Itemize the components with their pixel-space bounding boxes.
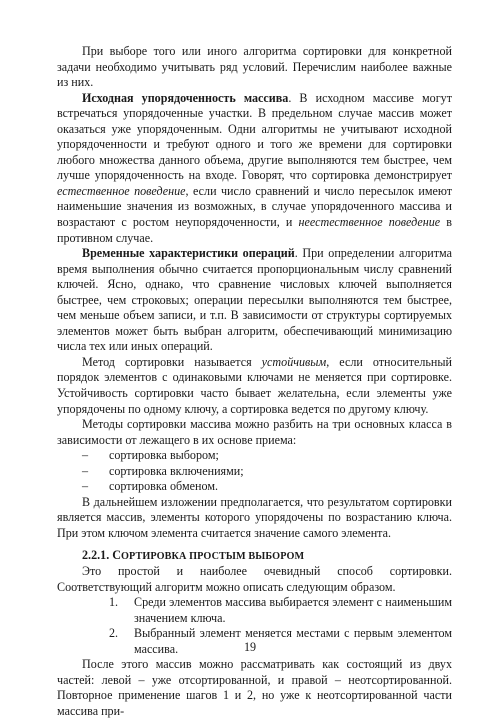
runin-heading-timing: Временные характеристики операций: [82, 246, 295, 261]
paragraph-stable: Метод сортировки называется устойчивым, если относительный порядок элементов с одинаковыми ключами не меняется при сортировке. Устойчивость сортировки часто бывает желательна, если элементы уже упорядочены по одному ключу, а сортировка ведется по другому ключу.: [57, 354, 452, 416]
term-natural-behavior: естественное поведение: [57, 183, 186, 198]
list-item: 1. Среди элементов массива выбирается элемент с наименьшим значением ключа.: [109, 595, 452, 625]
paragraph-assumption: В дальнейшем изложении предполагается, что результатом сортировки является массив, элементы которого упорядочены по возрастанию ключа. При этом ключом элемента считается значение самого элемента.: [57, 494, 452, 540]
list-item: – сортировка выбором;: [82, 448, 219, 463]
paragraph-ordered: Исходная упорядоченность массива. В исходном массиве могут встречаться упорядоченные участки. В предельном случае массив может оказаться уже упорядоченным. Одни алгоритмы не учитывают исходной упорядоченности и требуют одного и того же времени для сортировки любого множества данного объема, другие выполняются тем быстрее, чем лучше упорядоченность на входе. Говорят, что сортировка демонстрирует естественное поведение, если число сравнений и число пересылок имеют наименьшие значения из возможных, в случае упорядоченного массива и возрастают с ростом неупорядоченности, и неестественное поведение в противном случае.: [57, 90, 452, 245]
paragraph-after: После этого массив можно рассматривать как состоящий из двух частей: левой – уже отсортированной, и правой – неотсортированной. Повторное применение шагов 1 и 2, но уже к неотсортированной части массива при-: [57, 657, 452, 718]
dash-marker: –: [82, 463, 89, 478]
list-item: – сортировка включениями;: [82, 463, 244, 478]
paragraph-simple: Это простой и наиболее очевидный способ сортировки. Соответствующий алгоритм можно описать следующим образом.: [57, 564, 452, 594]
page-number: 19: [243, 640, 257, 654]
step-number: 2.: [109, 626, 119, 641]
dash-marker: –: [82, 479, 89, 494]
dash-marker: –: [82, 448, 89, 463]
term-stable: устойчивым: [261, 354, 327, 369]
runin-heading-ordered: Исходная упорядоченность массива: [82, 90, 289, 105]
paragraph-intro: При выборе того или иного алгоритма сортировки для конкретной задачи необходимо учитывать ряд условий. Перечислим наиболее важные из них.: [57, 44, 452, 90]
list-item: – сортировка обменом.: [82, 479, 219, 494]
term-unnatural-behavior: неестественное поведение: [298, 215, 441, 230]
paragraph-classes: Методы сортировки массива можно разбить на три основных класса в зависимости от лежащего в их основе приема:: [57, 417, 452, 447]
step-number: 1.: [109, 595, 119, 610]
paragraph-timing: Временные характеристики операций. При определении алгоритма время выполнения обычно считается пропорциональным числу сравнений ключей. Ясно, однако, что сравнение числовых ключей выполняется быстрее, чем строковых; операции пересылки выполняются тем быстрее, чем меньше объем записи, и т.п. В зависимости от структуры сортируемых элементов может быть выбран алгоритм, обеспечивающий минимизацию числа тех или иных операций.: [57, 246, 452, 354]
section-heading: 2.2.1. СОРТИРОВКА ПРОСТЫМ ВЫБОРОМ: [82, 547, 305, 562]
list-item: 2. Выбранный элемент меняется местами с первым элементом массива.: [109, 626, 452, 656]
method-list: [57, 448, 452, 495]
